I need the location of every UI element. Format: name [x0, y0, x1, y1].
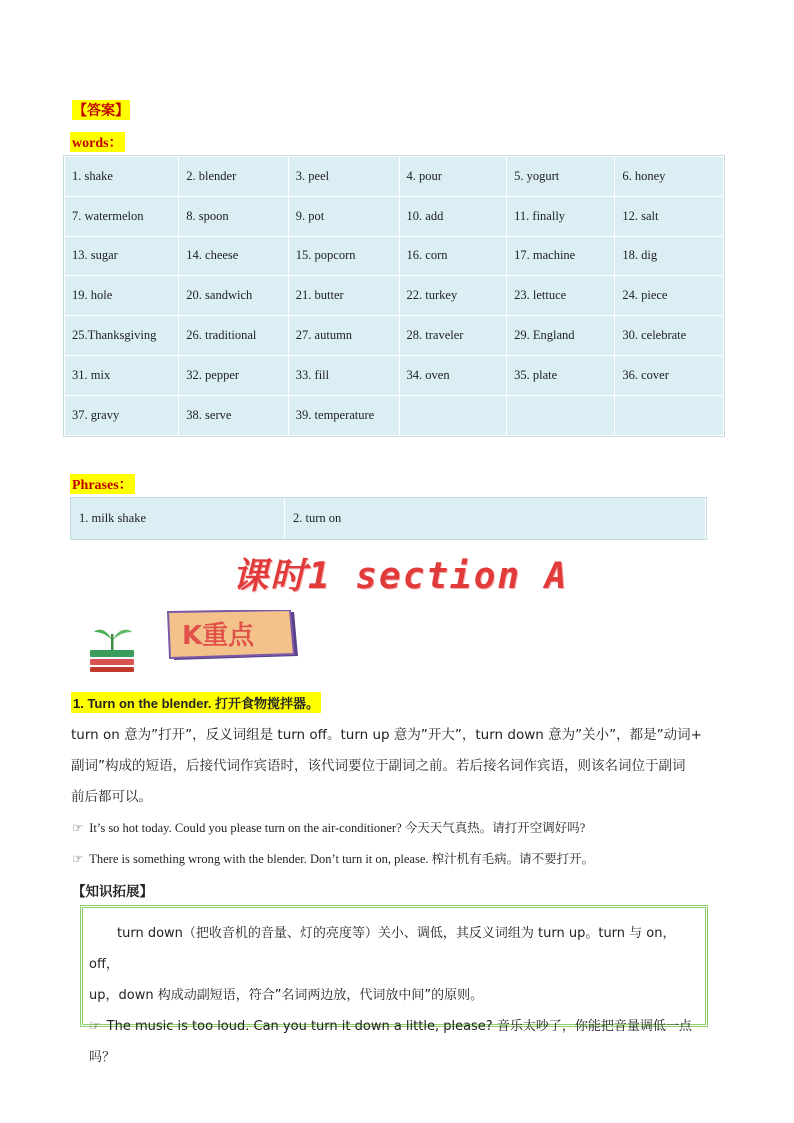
explanation-paragraph: [71, 720, 726, 813]
word-cell: 6. honey: [615, 157, 724, 197]
word-cell: 32. pepper: [179, 355, 289, 395]
word-cell: 36. cover: [615, 355, 724, 395]
pointing-hand-icon: ☞: [89, 1019, 101, 1034]
point-title: 1. Turn on the blender. 打开食物搅拌器。: [71, 692, 321, 713]
word-cell: [399, 395, 507, 435]
word-cell: 5. yogurt: [507, 157, 615, 197]
phrases-table: [71, 498, 706, 539]
word-cell: 3. peel: [288, 157, 399, 197]
word-cell: 37. gravy: [65, 395, 179, 435]
word-cell: 7. watermelon: [65, 196, 179, 236]
word-cell: 2. blender: [179, 157, 289, 197]
example-sentence: [72, 849, 594, 867]
words-table: [64, 156, 724, 436]
key-points-badge: [166, 610, 302, 662]
table-row: [65, 157, 724, 197]
extension-box: [80, 905, 708, 1065]
table-row: [65, 355, 724, 395]
badge-label: K重点: [182, 621, 255, 651]
phrases-heading: Phrases：: [70, 474, 135, 494]
word-cell: 14. cheese: [179, 236, 289, 276]
table-row: [65, 395, 724, 435]
words-heading: words：: [70, 132, 125, 152]
word-cell: 13. sugar: [65, 236, 179, 276]
word-cell: 15. popcorn: [288, 236, 399, 276]
word-cell: 25.Thanksgiving: [65, 316, 179, 356]
word-cell: 27. autumn: [288, 316, 399, 356]
word-cell: 22. turkey: [399, 276, 507, 316]
word-cell: [507, 395, 615, 435]
books-plant-icon: [86, 618, 138, 672]
paragraph-line: 前后都可以。: [71, 789, 152, 805]
word-cell: 24. piece: [615, 276, 724, 316]
extension-line: up，down 构成动副短语，符合”名词两边放，代词放中间”的原则。: [89, 988, 484, 1003]
word-cell: 31. mix: [65, 355, 179, 395]
paragraph-line: turn on 意为”打开”，反义词组是 turn off。turn up 意为”开大”，turn down 意为”关小”，都是”动词+: [71, 727, 702, 743]
word-cell: 38. serve: [179, 395, 289, 435]
word-cell: 20. sandwich: [179, 276, 289, 316]
word-cell: 18. dig: [615, 236, 724, 276]
phrase-cell: 2. turn on: [285, 498, 706, 539]
table-row: [65, 316, 724, 356]
pointing-hand-icon: ☞: [72, 820, 84, 835]
word-cell: 1. shake: [65, 157, 179, 197]
word-cell: 10. add: [399, 196, 507, 236]
word-cell: 29. England: [507, 316, 615, 356]
word-cell: 26. traditional: [179, 316, 289, 356]
word-cell: 12. salt: [615, 196, 724, 236]
extension-heading: 【知识拓展】: [72, 884, 153, 900]
section-title: 课时1 section A: [232, 556, 569, 597]
example-text: There is something wrong with the blender. Don’t turn it on, please. 榨汁机有毛病。请不要打开。: [89, 852, 595, 866]
table-row: [65, 196, 724, 236]
pointing-hand-icon: ☞: [72, 851, 84, 866]
table-row: [71, 498, 706, 539]
word-cell: 30. celebrate: [615, 316, 724, 356]
table-row: [65, 236, 724, 276]
word-cell: 8. spoon: [179, 196, 289, 236]
word-cell: 19. hole: [65, 276, 179, 316]
word-cell: 35. plate: [507, 355, 615, 395]
paragraph-line: 副词”构成的短语，后接代词作宾语时，该代词要位于副词之前。若后接名词作宾语，则该名词位于副词: [71, 758, 686, 774]
word-cell: 17. machine: [507, 236, 615, 276]
word-cell: 21. butter: [288, 276, 399, 316]
example-text: It’s so hot today. Could you please turn on the air-conditioner? 今天天气真热。请打开空调好吗?: [89, 821, 586, 835]
word-cell: 34. oven: [399, 355, 507, 395]
word-cell: 39. temperature: [288, 395, 399, 435]
word-cell: 28. traveler: [399, 316, 507, 356]
extension-example: The music is too loud. Can you turn it down a little, please? 音乐太吵了，你能把音量调低一点吗？: [89, 1019, 692, 1065]
word-cell: 23. lettuce: [507, 276, 615, 316]
phrase-cell: 1. milk shake: [71, 498, 285, 539]
table-row: [65, 276, 724, 316]
example-sentence: [72, 818, 585, 836]
word-cell: [615, 395, 724, 435]
word-cell: 33. fill: [288, 355, 399, 395]
answer-heading: 【答案】: [72, 100, 130, 120]
word-cell: 11. finally: [507, 196, 615, 236]
word-cell: 16. corn: [399, 236, 507, 276]
word-cell: 9. pot: [288, 196, 399, 236]
word-cell: 4. pour: [399, 157, 507, 197]
extension-line: turn down（把收音机的音量、灯的亮度等）关小、调低，其反义词组为 turn up。turn 与 on，off，: [89, 926, 676, 972]
